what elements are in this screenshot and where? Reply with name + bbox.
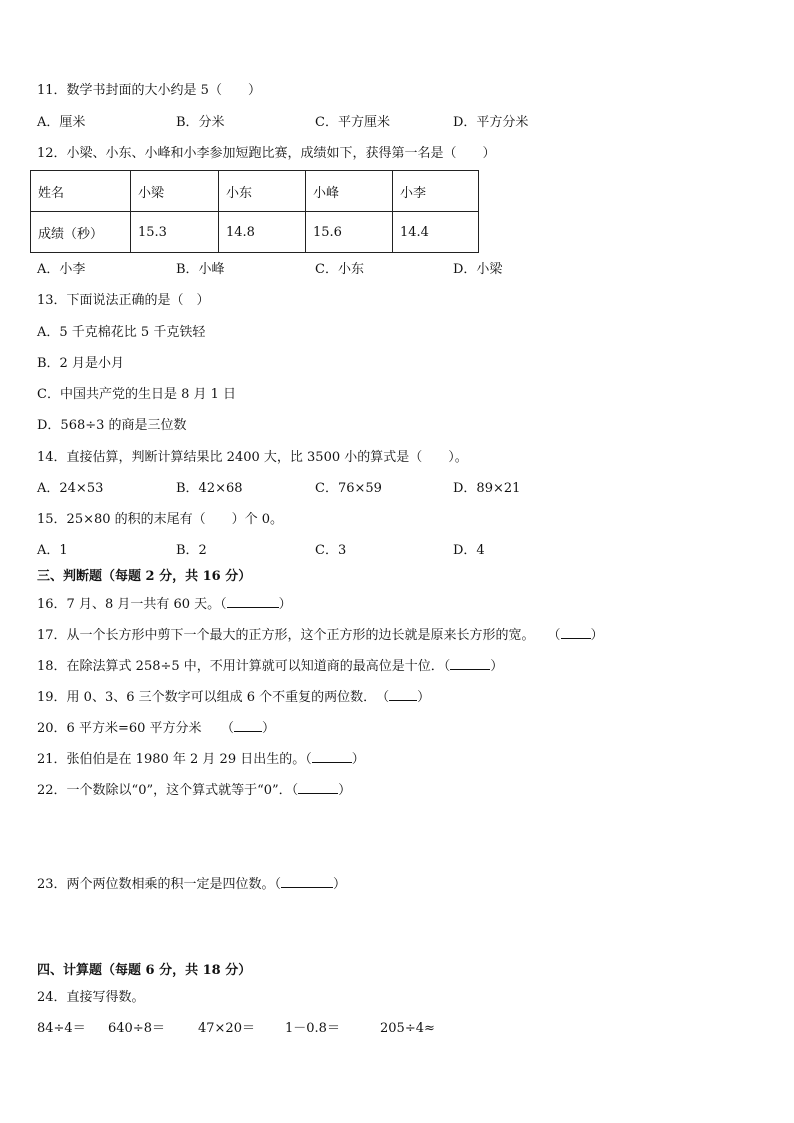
table-cell: 小东 <box>219 171 306 212</box>
judge-19-close: ） <box>417 690 431 705</box>
answer-blank[interactable] <box>561 626 591 639</box>
q13-option-a[interactable]: A．5 千克棉花比 5 千克铁轻 <box>37 325 206 340</box>
table-cell: 小梁 <box>131 171 219 212</box>
calc-item[interactable]: 1－0.8＝ <box>285 1021 340 1036</box>
question-14: 14．直接估算，判断计算结果比 2400 大，比 3500 小的算式是（ ）。 <box>37 450 468 465</box>
table-cell: 成绩（秒） <box>31 212 131 253</box>
table-cell: 14.4 <box>393 212 479 253</box>
section-3-title: 三、判断题（每题 2 分，共 16 分） <box>37 569 252 584</box>
judge-23-close: ） <box>333 877 347 892</box>
q13-option-d[interactable]: D．568÷3 的商是三位数 <box>37 418 187 433</box>
judge-21 <box>37 750 365 769</box>
question-12: 12．小梁、小东、小峰和小李参加短跑比赛，成绩如下，获得第一名是（ ） <box>37 146 496 161</box>
q14-option-d[interactable]: D．89×21 <box>453 481 521 496</box>
question-15: 15．25×80 的积的末尾有（ ）个 0。 <box>37 512 284 527</box>
table-cell: 小峰 <box>306 171 393 212</box>
judge-22-close: ） <box>338 783 352 798</box>
calc-item[interactable]: 205÷4≈ <box>380 1021 435 1036</box>
table-cell: 15.6 <box>306 212 393 253</box>
q13-option-b[interactable]: B．2 月是小月 <box>37 356 124 371</box>
answer-blank[interactable] <box>234 719 262 732</box>
judge-19 <box>37 688 430 707</box>
answer-blank[interactable] <box>281 875 333 888</box>
answer-blank[interactable] <box>450 657 490 670</box>
answer-blank[interactable] <box>227 595 279 608</box>
q11-option-c[interactable]: C．平方厘米 <box>315 115 390 130</box>
q11-option-d[interactable]: D．平方分米 <box>453 115 529 130</box>
judge-17-text: 17．从一个长方形中剪下一个最大的正方形，这个正方形的边长就是原来长方形的宽。 （ <box>37 628 561 643</box>
judge-21-close: ） <box>351 752 365 767</box>
question-24: 24．直接写得数。 <box>37 990 145 1005</box>
judge-20-text: 20．6 平方米=60 平方分米 （ <box>37 721 235 736</box>
judge-22-text: 22．一个数除以“0”，这个算式就等于“0”．（ <box>37 783 299 798</box>
q15-option-d[interactable]: D．4 <box>453 543 485 558</box>
q14-option-b[interactable]: B．42×68 <box>176 481 243 496</box>
judge-16-text: 16．7 月、8 月一共有 60 天。（ <box>37 597 227 612</box>
calc-item[interactable]: 640÷8＝ <box>108 1021 165 1036</box>
judge-18-close: ） <box>490 659 504 674</box>
judge-20-close: ） <box>262 721 276 736</box>
answer-blank[interactable] <box>298 781 338 794</box>
judge-20 <box>37 719 275 738</box>
q12-option-a[interactable]: A．小李 <box>37 262 86 277</box>
table-cell: 小李 <box>393 171 479 212</box>
q12-option-b[interactable]: B．小峰 <box>176 262 225 277</box>
judge-16-close: ） <box>278 597 292 612</box>
judge-17 <box>37 626 604 645</box>
judge-21-text: 21．张伯伯是在 1980 年 2 月 29 日出生的。（ <box>37 752 312 767</box>
question-13: 13．下面说法正确的是（ ） <box>37 293 210 308</box>
q15-option-c[interactable]: C．3 <box>315 543 347 558</box>
table-row <box>31 171 479 212</box>
calc-item[interactable]: 84÷4＝ <box>37 1021 86 1036</box>
q11-option-b[interactable]: B．分米 <box>176 115 225 130</box>
judge-23-text: 23．两个两位数相乘的积一定是四位数。（ <box>37 877 282 892</box>
judge-22 <box>37 781 351 800</box>
q14-option-a[interactable]: A．24×53 <box>37 481 104 496</box>
q15-option-a[interactable]: A．1 <box>37 543 68 558</box>
judge-17-close: ） <box>590 628 604 643</box>
answer-blank[interactable] <box>312 750 352 763</box>
question-11: 11．数学书封面的大小约是 5（ ） <box>37 83 261 98</box>
judge-16 <box>37 595 292 614</box>
table-row <box>31 212 479 253</box>
answer-blank[interactable] <box>389 688 417 701</box>
q14-option-c[interactable]: C．76×59 <box>315 481 382 496</box>
score-table <box>30 170 479 253</box>
q13-option-c[interactable]: C．中国共产党的生日是 8 月 1 日 <box>37 387 237 402</box>
calc-item[interactable]: 47×20＝ <box>198 1021 255 1036</box>
judge-23 <box>37 875 346 894</box>
judge-18-text: 18．在除法算式 258÷5 中，不用计算就可以知道商的最高位是十位．（ <box>37 659 451 674</box>
table-cell: 15.3 <box>131 212 219 253</box>
judge-19-text: 19．用 0、3、6 三个数字可以组成 6 个不重复的两位数． （ <box>37 690 390 705</box>
section-4-title: 四、计算题（每题 6 分，共 18 分） <box>37 963 252 978</box>
q15-option-b[interactable]: B．2 <box>176 543 207 558</box>
judge-18 <box>37 657 503 676</box>
table-cell: 14.8 <box>219 212 306 253</box>
table-cell: 姓名 <box>31 171 131 212</box>
q11-option-a[interactable]: A．厘米 <box>37 115 86 130</box>
q12-option-c[interactable]: C．小东 <box>315 262 364 277</box>
q12-option-d[interactable]: D．小梁 <box>453 262 503 277</box>
